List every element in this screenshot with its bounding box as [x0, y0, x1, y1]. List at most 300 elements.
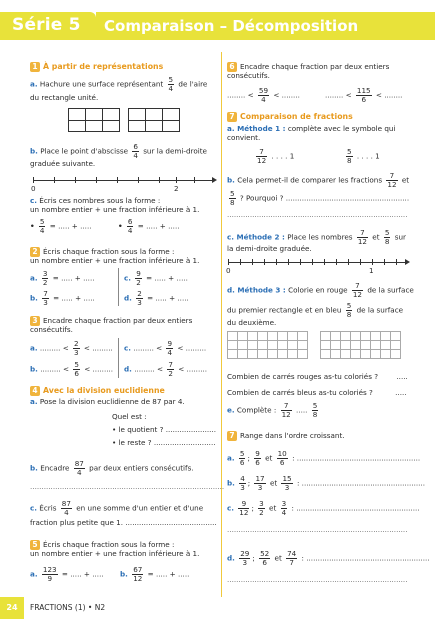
section-1-number: 1 [30, 62, 40, 72]
s7-c-line2: la demi-droite graduée. [227, 244, 312, 253]
denominator: 3 [284, 483, 290, 492]
s4-a-line [30, 397, 185, 407]
blank-right: ......... [92, 343, 113, 353]
fraction [256, 148, 267, 165]
s4-b-text2: par deux entiers consécutifs. [89, 463, 194, 473]
denominator: 6 [279, 458, 285, 467]
fraction [356, 87, 372, 104]
fraction [281, 475, 292, 492]
fraction [73, 340, 80, 357]
fraction [386, 172, 397, 189]
serie-label: Série 5 [12, 15, 81, 35]
s7-d-line2 [227, 302, 403, 319]
s7-d-line3: du deuxième. [227, 318, 277, 327]
s4-quotient[interactable] [112, 425, 216, 435]
fraction [42, 270, 49, 287]
s1-b-text: Place le point d'abscisse [40, 146, 129, 156]
separator: ; [251, 503, 254, 513]
numerator: 5 [346, 301, 352, 310]
s1-a-fraction [168, 76, 175, 93]
blank-left: ......... [40, 364, 61, 374]
blank-answer: = ..... + ..... [147, 293, 189, 303]
denominator: 4 [168, 84, 174, 93]
fraction [254, 450, 261, 467]
s4-q1-label: • le quotient ? [112, 425, 164, 434]
blank-right: ......... [92, 364, 114, 374]
unit-rectangle-2[interactable] [128, 108, 180, 132]
blank-left: ......... [133, 343, 154, 353]
denominator: 4 [133, 151, 138, 160]
et-word: et [274, 553, 282, 563]
section-8-title [227, 431, 345, 441]
fraction [136, 290, 143, 307]
bullet: • [118, 221, 123, 231]
numerator: 5 [230, 189, 235, 198]
section-5-title-2: un nombre entier + une fraction inférieure à 1. [30, 549, 200, 558]
denominator: 6 [255, 458, 260, 467]
denominator: 3 [257, 483, 263, 492]
denominator: 6 [239, 458, 245, 467]
section-5-title-text: Écris chaque fraction sous la forme : [43, 540, 175, 549]
numerator: 7 [281, 402, 292, 411]
numerator: 10 [277, 449, 287, 458]
fraction [384, 229, 391, 246]
s4-c-line2[interactable] [30, 518, 217, 528]
s4-a-label: a. [30, 397, 38, 406]
s7-d-label: d. Méthode 3 : [227, 285, 286, 295]
s4-q2-label: • le reste ? [112, 438, 152, 447]
denominator: 3 [137, 298, 142, 307]
denominator: 4 [281, 508, 287, 517]
numerator: 7 [256, 148, 267, 157]
item-label: a. [30, 343, 38, 353]
s4-a-text: Pose la division euclidienne de 87 par 4. [39, 397, 185, 406]
s2-item-c[interactable] [124, 270, 188, 287]
s4-b-text: Encadre [40, 463, 70, 473]
s8-item-a[interactable] [227, 450, 420, 467]
item-label: a. [30, 273, 38, 283]
blank-right: ......... [185, 343, 207, 353]
numerator: 4 [240, 474, 245, 483]
denominator: 12 [357, 237, 367, 246]
section-1-title [30, 62, 163, 72]
fraction [281, 402, 292, 419]
fraction [166, 340, 173, 357]
blank-right: ......... [186, 364, 208, 374]
denominator: 2 [136, 278, 141, 287]
s4-c-line [30, 500, 203, 517]
s1-b-line [30, 143, 207, 160]
denominator: 4 [127, 226, 133, 235]
s7-a-line2: convient. [227, 133, 261, 142]
section-2-title-text: Écris chaque fraction sous la forme : [43, 247, 175, 256]
s7-e-dots: ..... [296, 405, 308, 415]
s7-q-blue-blank: ..... [395, 388, 407, 397]
blank-answer: = ..... + ..... [146, 273, 188, 283]
numerator: 5 [312, 401, 318, 410]
s7-e-text: Complète : [236, 405, 277, 415]
s6-item-a[interactable]: ........ < $\frac{59}{4}$ < ........ [227, 86, 300, 104]
numerator: 29 [240, 549, 250, 558]
s4-reste[interactable] [112, 438, 216, 448]
denominator: 8 [230, 198, 235, 207]
numerator: 17 [255, 474, 265, 483]
denominator: 12 [239, 508, 249, 517]
denominator: 7 [289, 558, 294, 567]
unit-rectangle-1[interactable] [68, 108, 120, 132]
page-header [0, 0, 435, 40]
section-4-number: 4 [30, 386, 40, 396]
footer-text: FRACTIONS (1) • N2 [30, 603, 106, 612]
denominator: 8 [384, 237, 390, 246]
colon: : [291, 503, 294, 513]
s7-q-red-text: Combien de carrés rouges as-tu coloriés ? [227, 372, 379, 381]
item-label: d. [227, 553, 235, 563]
answer-dots: ...................................................... [296, 453, 421, 463]
fraction [239, 550, 250, 567]
s7-c-et: et [372, 232, 380, 242]
s4-quel: Quel est : [112, 412, 147, 421]
item-label: c. [124, 273, 131, 283]
s7-a-label: a. Méthode 1 : [227, 124, 286, 133]
blank-answer: = ..... + ..... [137, 221, 180, 231]
s5-item-a[interactable] [30, 566, 104, 583]
s7-d-line [227, 282, 414, 299]
separator: ; [252, 553, 255, 563]
numerator: 5 [347, 147, 352, 156]
s7-c-text: Place les nombres [287, 232, 353, 242]
fraction [39, 218, 46, 235]
numerator: 15 [282, 474, 292, 483]
fraction [259, 550, 270, 567]
s8-item-d[interactable] [227, 550, 430, 567]
section-7-number: 7 [227, 112, 237, 122]
s7-q-red[interactable] [227, 372, 408, 382]
section-4-title-text: Avec la division euclidienne [43, 386, 165, 395]
blank-left: ......... [134, 364, 155, 374]
item-label: c. [124, 343, 131, 353]
blank-right: ........ [281, 90, 300, 100]
page-title: Comparaison – Décomposition [104, 17, 359, 35]
numerator: 87 [61, 499, 71, 508]
denominator: 4 [261, 95, 266, 104]
s7-b-label: b. [227, 175, 235, 185]
section-6-number: 6 [227, 62, 237, 72]
numerator: 9 [255, 449, 260, 458]
column-divider [221, 52, 222, 597]
numerator: 74 [287, 549, 297, 558]
numerator: 6 [133, 142, 138, 151]
s4-q1-blank: ...................... [165, 425, 217, 434]
fraction [135, 270, 142, 287]
numerator: 115 [356, 86, 371, 95]
s3-item-d[interactable]: d. ......... < $\frac{7}{2}$ < ......... [124, 360, 208, 378]
s7-d-text3: du premier rectangle et en bleu [227, 305, 342, 315]
colon: : [292, 453, 295, 463]
separator: ; [247, 478, 251, 488]
fraction [239, 475, 246, 492]
s3-divider [118, 338, 119, 378]
s4-c-label: c. [30, 503, 37, 513]
s7-a-cmp2[interactable] [344, 148, 380, 165]
fraction [127, 218, 134, 235]
section-3-title-text: Encadre chaque fraction par deux entiers [43, 316, 193, 325]
blank-right: ........ [384, 90, 403, 100]
fraction [61, 500, 72, 517]
s6-item-b[interactable]: ........ < $\frac{115}{6}$ < ........ [325, 86, 403, 104]
page-number: 24 [0, 597, 24, 619]
answer-dots: ...................................................... [296, 503, 420, 513]
denominator: 9 [47, 574, 53, 583]
s1-b-fraction [132, 143, 139, 160]
s1-c-text: Écris ces nombres sous la forme : [39, 196, 161, 205]
s7-b-line [227, 172, 409, 189]
blank-left: ......... [39, 343, 61, 353]
numerator: 7 [357, 229, 368, 238]
axis-label-0: 0 [31, 184, 36, 193]
denominator: 6 [74, 369, 79, 378]
denominator: 3 [240, 483, 245, 492]
fraction [277, 450, 288, 467]
numerator: 5 [39, 217, 45, 226]
numerator: 5 [384, 228, 390, 237]
s1-c-item2[interactable] [118, 218, 180, 235]
numerator: 7 [168, 360, 173, 369]
fraction [346, 302, 353, 319]
s1-b-label: b. [30, 146, 38, 156]
denominator: 2 [168, 369, 173, 378]
s8-c-dots2[interactable]: ............................................................................... [227, 525, 408, 534]
s7-q-red-blank: ..... [396, 372, 408, 381]
numerator: 123 [42, 565, 57, 574]
fraction [312, 402, 319, 419]
numerator: 2 [74, 339, 79, 348]
section-8-title-text: Range dans l'ordre croissant. [240, 431, 345, 440]
numerator: 9 [136, 269, 141, 278]
fraction [132, 566, 143, 583]
denominator: 12 [281, 410, 291, 419]
numerator: 67 [133, 565, 143, 574]
fraction [74, 460, 85, 477]
numerator: 3 [281, 499, 287, 508]
s7-e-line[interactable] [227, 402, 320, 419]
denominator: 4 [39, 226, 45, 235]
denominator: 4 [64, 508, 69, 517]
s2-item-a[interactable] [30, 270, 95, 287]
s3-item-b[interactable]: b. ......... < $\frac{5}{6}$ < ......... [30, 360, 114, 378]
fraction [357, 229, 368, 246]
numerator: 3 [259, 499, 264, 508]
color-grid-1[interactable] [227, 331, 308, 359]
fraction [238, 500, 249, 517]
s7-b-dots1: ...................................................... [285, 193, 410, 203]
section-8-number: 7 [227, 431, 237, 441]
denominator: 12 [133, 574, 143, 583]
s4-b-line [30, 460, 194, 477]
s1-a-text: Hachure une surface représentant [39, 79, 164, 89]
s8-item-b[interactable] [227, 475, 425, 492]
s7-axis-0: 0 [226, 266, 231, 275]
numerator: 87 [74, 459, 84, 468]
s1-b-text2: sur la demi-droite [143, 146, 207, 156]
s4-c-text2: en une somme d'un entier et d'une [76, 503, 204, 513]
denominator: 6 [361, 95, 367, 104]
section-7-title-text: Comparaison de fractions [240, 112, 353, 121]
section-1-title-text: À partir de représentations [43, 62, 164, 71]
denominator: 2 [42, 278, 48, 287]
item-label: b. [120, 569, 128, 579]
item-label: b. [30, 293, 38, 303]
answer-dots: ...................................................... [306, 553, 430, 563]
s4-c-dots: ........................................ [125, 518, 217, 527]
s7-b-text2: ? Pourquoi ? [239, 193, 284, 203]
s7-c-text2: sur [394, 232, 406, 242]
s7-c-label: c. Méthode 2 : [227, 232, 285, 242]
s4-b-dots[interactable]: ..................................................................................... [30, 482, 225, 491]
s4-c-text3: fraction plus petite que 1. [30, 518, 124, 527]
denominator: 12 [257, 156, 267, 165]
section-4-title [30, 386, 165, 396]
s7-d-text2: de la surface [367, 285, 414, 295]
section-3-number: 3 [30, 316, 40, 326]
s7-d-text: Colorie en rouge [288, 285, 348, 295]
denominator: 2 [259, 508, 264, 517]
fraction [239, 450, 246, 467]
section-2-title-2: un nombre entier + une fraction inférieure à 1. [30, 256, 200, 265]
numerator: 7 [386, 172, 397, 181]
s4-b-label: b. [30, 463, 38, 473]
section-3-title-2: consécutifs. [30, 325, 73, 334]
s1-c-item1[interactable] [30, 218, 92, 235]
s8-item-c[interactable] [227, 500, 420, 517]
s5-item-b[interactable] [120, 566, 189, 583]
section-2-number: 2 [30, 247, 40, 257]
s7-e-label: e. [227, 405, 235, 415]
denominator: 8 [312, 410, 318, 419]
fraction [73, 361, 80, 378]
blank-left: ........ [227, 90, 246, 100]
numerator: 59 [258, 86, 269, 95]
s7-a-text: complète avec le symbole qui [287, 124, 396, 133]
item-label: a. [30, 569, 38, 579]
s1-a-line [30, 76, 207, 93]
s8-d-dots2[interactable]: ............................................................................... [227, 575, 408, 584]
s7-b-line2[interactable] [227, 190, 409, 207]
numerator: 7 [352, 282, 363, 291]
blank-answer: = ..... + ..... [49, 221, 92, 231]
fraction [167, 361, 174, 378]
numerator: 7 [43, 289, 48, 298]
fraction [42, 290, 49, 307]
item-label: b. [30, 364, 38, 374]
blank-answer: = ..... + ..... [52, 273, 95, 283]
item-label: d. [124, 364, 132, 374]
numerator: 9 [167, 339, 173, 348]
denominator: 3 [74, 348, 79, 357]
colon: : [296, 478, 300, 488]
et-word: et [269, 478, 278, 488]
section-7-title [227, 112, 353, 122]
denominator: 12 [387, 180, 397, 189]
s4-c-text: Écris [39, 503, 57, 513]
s7-b-et: et [401, 175, 410, 185]
bullet: • [30, 221, 35, 231]
axis-label-2: 2 [174, 184, 179, 193]
s7-d-text4: de la surface [356, 305, 404, 315]
denominator: 4 [167, 348, 173, 357]
numerator: 3 [42, 269, 48, 278]
s7-a-cmp1[interactable] [254, 148, 294, 165]
s7-axis-1: 1 [369, 266, 374, 275]
numerator: 5 [239, 449, 245, 458]
numerator: 6 [127, 217, 133, 226]
section-5-number: 5 [30, 540, 40, 550]
numerator: 5 [74, 360, 79, 369]
item-label: c. [227, 503, 234, 513]
s2-item-b[interactable] [30, 290, 95, 307]
numerator: 5 [168, 75, 174, 84]
blank-answer: = ..... + ..... [147, 569, 190, 579]
s2-item-d[interactable] [124, 290, 189, 307]
s3-item-a[interactable]: a. ......... < $\frac{2}{3}$ < ......... [30, 339, 113, 357]
denominator: 3 [43, 298, 48, 307]
fraction [229, 190, 236, 207]
s7-q-blue-text: Combien de carrés bleus as-tu coloriés ? [227, 388, 373, 397]
fraction [258, 87, 269, 104]
separator: ; [247, 453, 250, 463]
compare-blank: . . . . 1 [271, 151, 295, 161]
s3-item-c[interactable]: c. ......... < $\frac{9}{4}$ < ......... [124, 339, 207, 357]
section-6-title-2: consécutifs. [227, 71, 270, 80]
denominator: 3 [242, 558, 248, 567]
fraction [352, 282, 363, 299]
et-word: et [269, 503, 277, 513]
s7-q-blue[interactable] [227, 388, 407, 398]
s1-a-text2: de l'aire [178, 79, 208, 89]
s2-divider [118, 268, 119, 306]
s1-c-label: c. [30, 196, 37, 205]
item-label: a. [227, 453, 235, 463]
denominator: 4 [77, 468, 82, 477]
compare-blank: . . . . 1 [356, 151, 380, 161]
fraction [346, 148, 353, 165]
color-grid-2[interactable] [320, 331, 401, 359]
s1-b-line2: graduée suivante. [30, 159, 96, 168]
numerator: 9 [238, 500, 249, 509]
fraction [286, 550, 297, 567]
s7-b-text: Cela permet-il de comparer les fractions [237, 175, 383, 185]
denominator: 6 [262, 558, 267, 567]
section-6-title-text: Encadre chaque fraction par deux entiers [240, 62, 390, 71]
s4-q2-blank: ........................... [153, 438, 216, 447]
fraction [254, 475, 265, 492]
denominator: 12 [352, 290, 363, 299]
et-word: et [265, 453, 273, 463]
s1-c-line2: un nombre entier + une fraction inférieure à 1. [30, 205, 200, 214]
numerator: 52 [260, 549, 270, 558]
numerator: 2 [137, 289, 142, 298]
fraction [281, 500, 288, 517]
s7-b-dots2[interactable]: ............................................................................... [227, 210, 408, 219]
blank-answer: = ..... + ..... [53, 293, 95, 303]
denominator: 8 [347, 156, 352, 165]
answer-dots: ...................................................... [301, 478, 426, 488]
item-label: d. [124, 293, 132, 303]
colon: : [301, 553, 304, 563]
s1-a-line2: du rectangle unité. [30, 93, 99, 102]
s1-a-label: a. [30, 79, 38, 89]
blank-answer: = ..... + ..... [61, 569, 104, 579]
